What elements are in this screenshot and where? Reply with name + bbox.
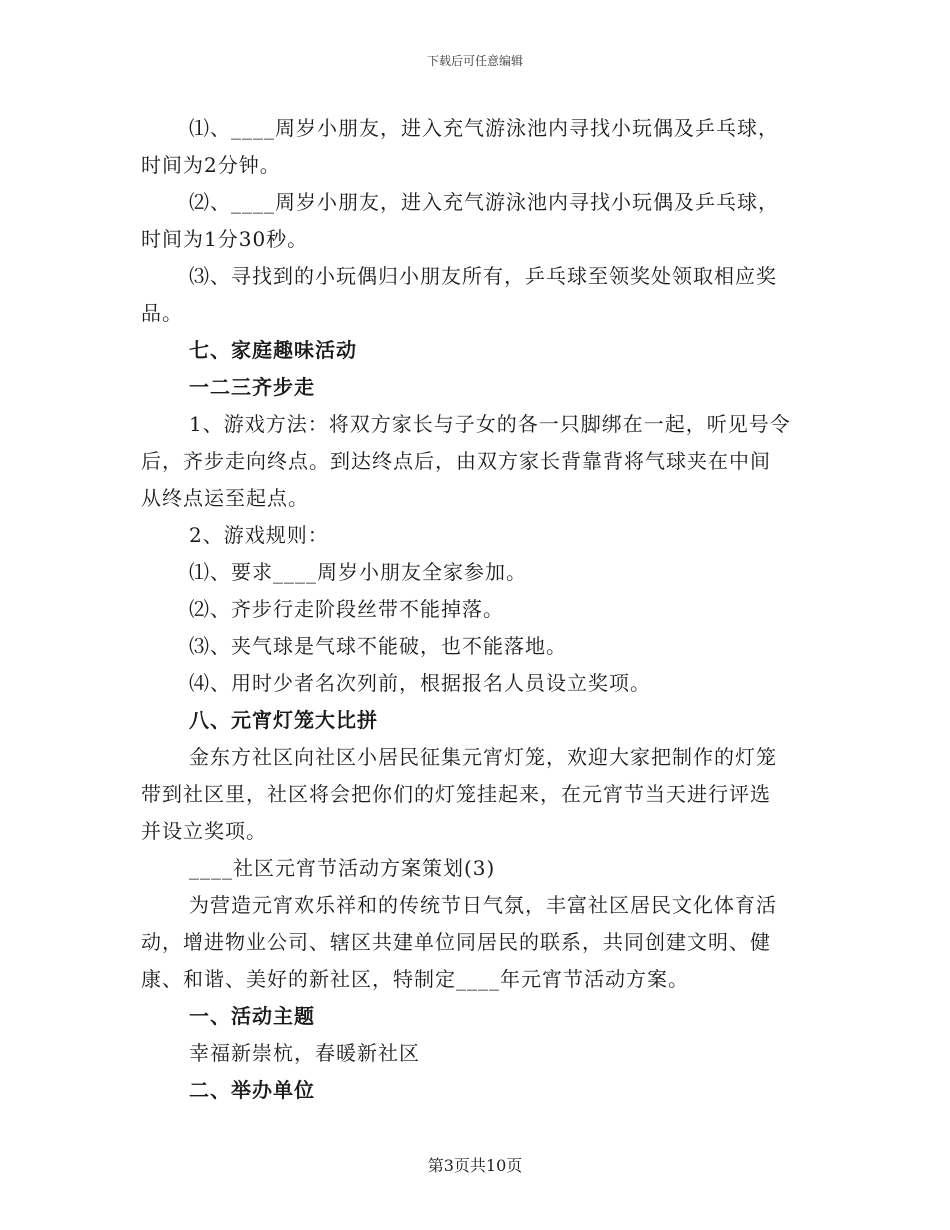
section-heading: 一、活动主题 bbox=[189, 1004, 315, 1028]
header-note: 下载后可任意编辑 bbox=[426, 54, 523, 68]
text-line: 并设立奖项。 bbox=[141, 819, 267, 843]
text-line: 为营造元宵欢乐祥和的传统节日气氛，丰富社区居民文化体育活 bbox=[189, 893, 777, 917]
page-number: 第3页共10页 bbox=[427, 1156, 523, 1175]
text-line: 时间为2分钟。 bbox=[141, 153, 281, 177]
text-line: 幸福新崇杭，春暖新社区 bbox=[189, 1041, 420, 1065]
text-line: 后，齐步走向终点。到达终点后，由双方家长背靠背将气球夹在中间 bbox=[141, 449, 771, 473]
section-heading: 二、举办单位 bbox=[189, 1078, 315, 1102]
text-line: 从终点运至起点。 bbox=[141, 486, 309, 510]
text-line: ⑶、寻找到的小玩偶归小朋友所有，乒乓球至领奖处领取相应奖 bbox=[189, 264, 777, 288]
text-line: ⑵、____周岁小朋友，进入充气游泳池内寻找小玩偶及乒乓球， bbox=[189, 190, 779, 214]
section-heading: 八、元宵灯笼大比拼 bbox=[189, 708, 378, 732]
text-line: ____社区元宵节活动方案策划(3) bbox=[189, 856, 496, 880]
text-line: 1、游戏方法：将双方家长与子女的各一只脚绑在一起，听见号令 bbox=[189, 412, 791, 436]
text-line: 动，增进物业公司、辖区共建单位同居民的联系，共同创建文明、健 bbox=[141, 930, 771, 954]
section-heading: 一二三齐步走 bbox=[189, 375, 315, 399]
text-line: ⑷、用时少者名次列前，根据报名人员设立奖项。 bbox=[189, 671, 651, 695]
section-heading: 七、家庭趣味活动 bbox=[189, 338, 357, 362]
text-line: 带到社区里，社区将会把你们的灯笼挂起来，在元宵节当天进行评选 bbox=[141, 782, 771, 806]
text-line: 金东方社区向社区小居民征集元宵灯笼，欢迎大家把制作的灯笼 bbox=[189, 745, 777, 769]
text-line: 2、游戏规则： bbox=[189, 523, 329, 547]
text-line: 品。 bbox=[141, 301, 183, 325]
document-body bbox=[141, 110, 811, 1109]
text-line: ⑶、夹气球是气球不能破，也不能落地。 bbox=[189, 634, 567, 658]
text-line: 时间为1分30秒。 bbox=[141, 227, 309, 251]
text-line: ⑵、齐步行走阶段丝带不能掉落。 bbox=[189, 597, 504, 621]
text-line: ⑴、____周岁小朋友，进入充气游泳池内寻找小玩偶及乒乓球， bbox=[189, 116, 779, 140]
text-line: ⑴、要求____周岁小朋友全家参加。 bbox=[189, 560, 527, 584]
text-line: 康、和谐、美好的新社区，特制定____年元宵节活动方案。 bbox=[141, 967, 689, 991]
